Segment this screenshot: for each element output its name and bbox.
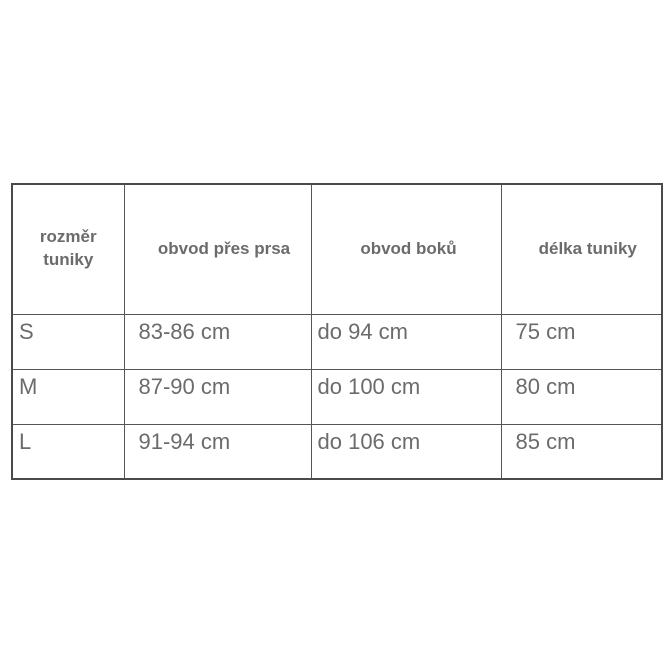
table-row-size-l xyxy=(12,424,662,479)
cell-hips: do 100 cm xyxy=(311,369,501,424)
header-cell-size: rozměr tuniky xyxy=(12,184,124,314)
cell-size: S xyxy=(12,314,124,369)
cell-hips: do 106 cm xyxy=(311,424,501,479)
cell-chest: 91-94 cm xyxy=(124,424,311,479)
header-cell-hips: obvod boků xyxy=(311,184,501,314)
cell-chest: 87-90 cm xyxy=(124,369,311,424)
cell-hips: do 94 cm xyxy=(311,314,501,369)
table-row-size-m xyxy=(12,369,662,424)
header-cell-length: délka tuniky xyxy=(501,184,662,314)
cell-chest: 83-86 cm xyxy=(124,314,311,369)
header-cell-chest: obvod přes prsa xyxy=(124,184,311,314)
cell-size: M xyxy=(12,369,124,424)
cell-size: L xyxy=(12,424,124,479)
cell-length: 75 cm xyxy=(501,314,662,369)
header-row xyxy=(12,184,662,314)
size-table xyxy=(11,183,663,480)
cell-length: 80 cm xyxy=(501,369,662,424)
cell-length: 85 cm xyxy=(501,424,662,479)
table-row-size-s xyxy=(12,314,662,369)
